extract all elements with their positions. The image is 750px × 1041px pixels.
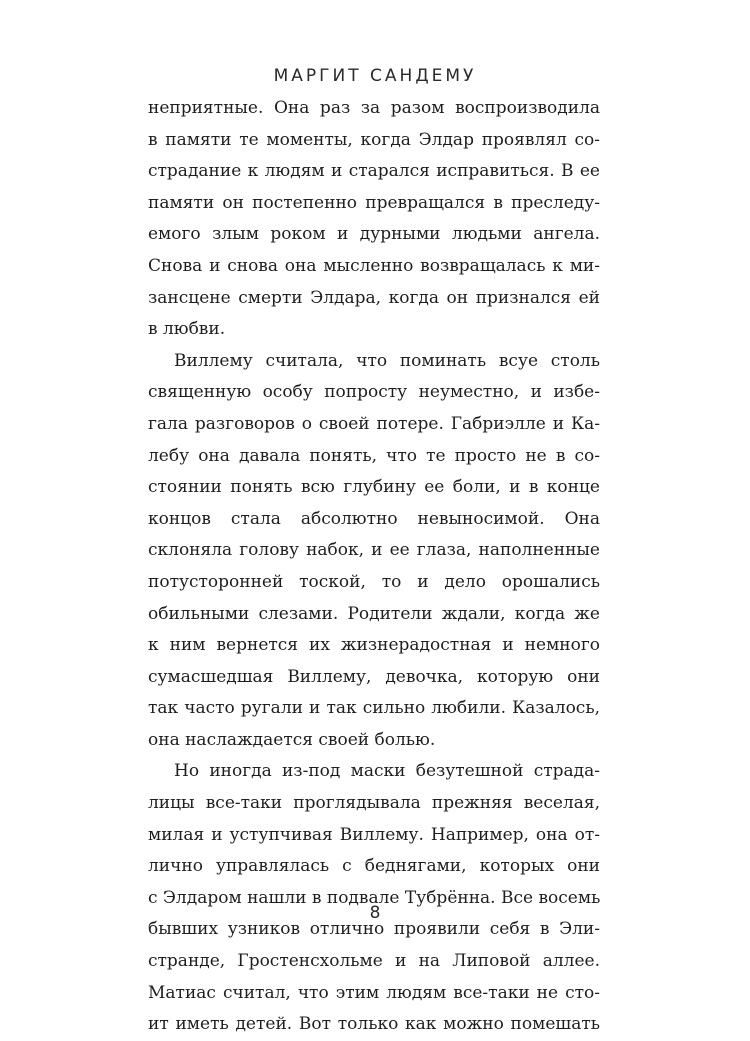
text-line: страдание к людям и старался исправиться. В ее xyxy=(148,161,600,182)
text-line: неприятные. Она раз за разом воспроизводила xyxy=(148,98,600,118)
page-number: 8 xyxy=(369,903,381,923)
text-line: стоянии понять всю глубину ее боли, и в конце xyxy=(148,477,600,498)
text-line: лицы все-таки проглядывала прежняя веселая, xyxy=(148,793,600,814)
text-line: ит иметь детей. Вот только как можно помешать xyxy=(148,1014,600,1035)
text-line: гала разговоров о своей потере. Габриэлле и Ка- xyxy=(148,413,600,434)
text-line: склоняла голову набок, и ее глаза, наполненные xyxy=(148,540,600,561)
text-line: лично управлялась с беднягами, которых они xyxy=(148,856,600,877)
running-head: МАРГИТ САНДЕМУ xyxy=(273,66,477,86)
text-line: концов стала абсолютно невыносимой. Она xyxy=(148,508,600,529)
text-line: к ним вернется их жизнерадостная и немного xyxy=(148,635,600,656)
text-line: в любви. xyxy=(148,319,226,340)
text-line: зансцене смерти Элдара, когда он признался ей xyxy=(148,287,600,308)
text-line: обильными слезами. Родители ждали, когда же xyxy=(148,603,600,624)
text-line: она наслаждается своей болью. xyxy=(148,729,436,750)
text-line: потусторонней тоской, то и дело орошались xyxy=(148,571,600,592)
text-line: сумасшедшая Виллему, девочка, которую они xyxy=(148,666,600,687)
text-line: памяти он постепенно превращался в преследу- xyxy=(148,192,600,213)
text-line: Матиас считал, что этим людям все-таки не сто- xyxy=(148,982,600,1003)
text-line: странде, Гростенсхольме и на Липовой аллее. xyxy=(148,951,600,972)
text-line: так часто ругали и так сильно любили. Казалось, xyxy=(148,698,600,719)
text-line: бывших узников отлично проявили себя в Эли- xyxy=(148,919,600,940)
text-line: милая и уступчивая Виллему. Например, она от- xyxy=(148,824,600,845)
text-line: с Элдаром нашли в подвале Тубрённа. Все восемь xyxy=(148,887,600,908)
text-line: Но иногда из-под маски безутешной страда- xyxy=(174,761,600,782)
text-line: Снова и снова она мысленно возвращалась к ми- xyxy=(148,255,600,276)
text-line: лебу она давала понять, что те просто не в со- xyxy=(148,445,600,466)
text-line: Виллему считала, что поминать всуе столь xyxy=(174,350,600,371)
text-line: священную особу попросту неуместно, и избе- xyxy=(148,382,600,403)
body-text xyxy=(148,93,600,1041)
text-line: в памяти те моменты, когда Элдар проявлял со- xyxy=(148,129,600,150)
text-line: емого злым роком и дурными людьми ангела. xyxy=(148,224,600,245)
